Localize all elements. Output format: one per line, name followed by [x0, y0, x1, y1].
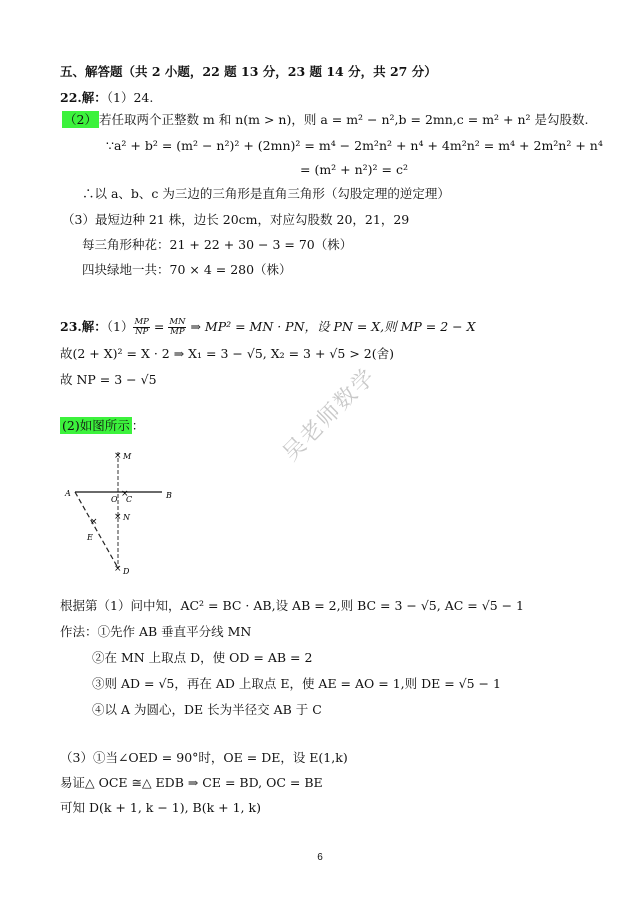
label-a: A	[65, 489, 71, 498]
construction-figure	[60, 440, 190, 585]
q22-part3-total: 四块绿地一共：70 × 4 = 280（株）	[82, 262, 292, 277]
page-number: 6	[317, 852, 323, 863]
q23-p1-rest: ⇒ MP² = MN · PN，设 PN = X,则 MP = 2 − X	[186, 319, 476, 334]
q22-part2	[62, 112, 589, 128]
label-o: O	[111, 495, 118, 504]
q23-method-step1: 作法：①先作 AB 垂直平分线 MN	[60, 624, 252, 639]
q22-equation-2: = (m² + n²)² = c²	[300, 162, 408, 177]
q23-part2	[60, 418, 144, 434]
q23-part3: （3）①当∠OED = 90°时，OE = DE，设 E(1,k)	[60, 750, 348, 765]
fraction-numerator: MN	[169, 317, 186, 327]
q22-part3: （3）最短边种 21 株，边长 20cm，对应勾股数 20，21，29	[62, 212, 410, 227]
q22-p2-text: 若任取两个正整数 m 和 n(m > n)，则 a = m² − n²,b = 2mn,c = m² + n² 是勾股数.	[98, 112, 589, 127]
fraction-numerator: MP	[134, 317, 149, 327]
equals-sign: =	[149, 319, 169, 334]
label-e: E	[87, 533, 93, 542]
fraction-mp-np	[133, 318, 149, 337]
label-c: C	[126, 495, 133, 504]
label-b: B	[166, 491, 172, 500]
q23-line-2: 故(2 + X)² = X · 2 ⇒ X₁ = 3 − √5, X₂ = 3 + √5 > 2(舍)	[60, 346, 394, 361]
q23-line-3: 故 NP = 3 − √5	[60, 372, 157, 387]
label-n: N	[123, 513, 130, 522]
q23-part1	[60, 318, 476, 337]
q23-part3-coords: 可知 D(k + 1, k − 1), B(k + 1, k)	[60, 800, 261, 815]
q22-label: 22.解：	[60, 90, 107, 105]
mark-n: ×	[114, 512, 122, 522]
fraction-denominator: MP	[170, 327, 185, 337]
q22-part3-flowers: 每三角形种花：21 + 22 + 30 − 3 = 70（株）	[82, 237, 353, 252]
q23-p2-colon: ：	[131, 418, 145, 433]
label-m: M	[123, 452, 132, 461]
fraction-denominator: NP	[135, 327, 149, 337]
q22-part1	[60, 90, 153, 106]
mark-e: ×	[90, 517, 98, 527]
label-d: D	[123, 567, 130, 576]
mark-c: ×	[121, 489, 129, 499]
fraction-mn-mp	[168, 318, 186, 337]
mark-m: ×	[114, 451, 122, 461]
q23-label: 23.解：	[60, 319, 107, 334]
q23-method-step2: ②在 MN 上取点 D，使 OD = AB = 2	[92, 650, 313, 665]
q23-p2-marker: (2)如图所示	[62, 418, 130, 433]
q23-p1-prefix: （1）	[106, 319, 134, 334]
q23-method-step3: ③则 AD = √5，再在 AD 上取点 E，使 AE = AO = 1,则 DE = √5 − 1	[92, 676, 501, 691]
mark-d: ×	[114, 564, 122, 574]
q23-method-step4: ④以 A 为圆心，DE 长为半径交 AB 于 C	[92, 702, 322, 717]
construction-diagram	[60, 440, 190, 585]
q22-p2-marker: （2）	[64, 112, 97, 127]
q22-p1-text: （1）24.	[106, 90, 154, 105]
q23-part3-proof: 易证△ OCE ≅△ EDB ⇒ CE = BD, OC = BE	[60, 775, 323, 790]
section-title: 五、解答题（共 2 小题，22 题 13 分，23 题 14 分，共 27 分）	[60, 64, 437, 79]
q23-line-4: 根据第（1）问中知，AC² = BC · AB,设 AB = 2,则 BC = 3 − √5, AC = √5 − 1	[60, 598, 525, 613]
q22-equation-1: ∵a² + b² = (m² − n²)² + (2mn)² = m⁴ − 2m²n² + n⁴ + 4m²n² = m⁴ + 2m²n² + n⁴	[106, 138, 603, 153]
watermark: 吴老师数学	[278, 363, 382, 467]
q22-conclusion: ∴以 a、b、c 为三边的三角形是直角三角形（勾股定理的逆定理）	[82, 186, 450, 201]
